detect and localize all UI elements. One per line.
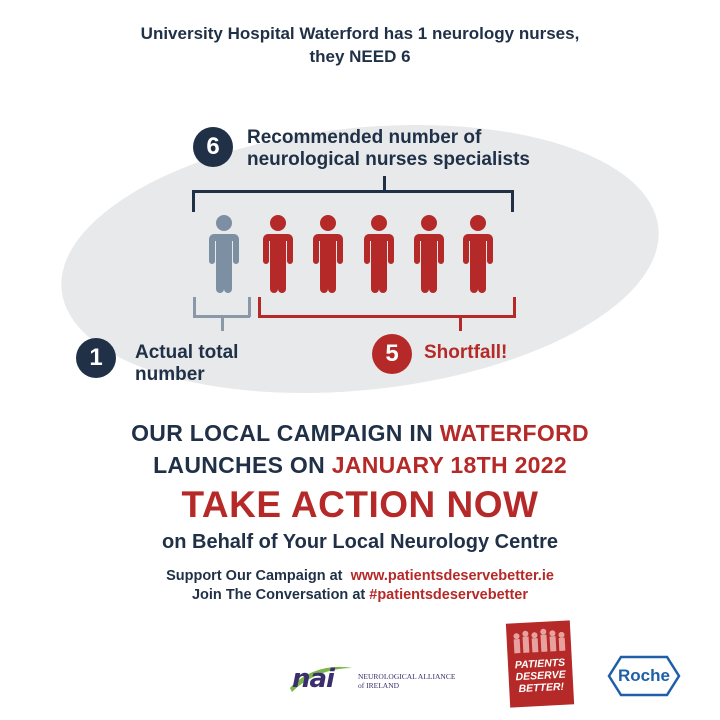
campaign-line-1 <box>0 418 720 448</box>
actual-label <box>135 342 238 386</box>
recommended-number: 6 <box>206 133 220 160</box>
support-prefix: Support Our Campaign at <box>166 568 343 584</box>
campaign-location: WATERFORD <box>439 420 589 446</box>
recommended-label-line-1: Recommended number of <box>247 127 482 148</box>
actual-bracket-right <box>248 297 251 317</box>
shortfall-bracket-right <box>513 297 516 317</box>
person-icon-missing <box>414 215 444 293</box>
nurse-figures <box>200 212 510 294</box>
pdb-text <box>508 656 574 695</box>
campaign-date: JANUARY 18TH 2022 <box>331 452 567 478</box>
join-line <box>0 586 720 605</box>
person-icon-missing <box>463 215 493 293</box>
pdb-line-2: DESERVE <box>515 668 567 684</box>
take-action-subtitle: on Behalf of Your Local Neurology Centre <box>162 531 558 553</box>
top-bracket-bar <box>192 190 514 193</box>
headline-line-2: they NEED 6 <box>309 47 411 66</box>
hashtag-link[interactable]: #patientsdeservebetter <box>369 587 529 603</box>
nai-mark: nai <box>292 664 334 694</box>
person-icon-missing <box>263 215 293 293</box>
roche-wordmark: Roche <box>618 666 670 685</box>
top-bracket-left-tick <box>192 190 195 212</box>
shortfall-bracket-left <box>258 297 261 317</box>
campaign-line-2 <box>0 450 720 480</box>
recommended-label <box>247 127 530 171</box>
shortfall-number-badge <box>372 334 412 374</box>
nai-name-line-1: NEUROLOGICAL ALLIANCE <box>358 672 456 681</box>
crowd-icon <box>510 627 567 656</box>
nai-name <box>358 672 455 690</box>
recommended-number-badge <box>193 127 233 167</box>
nai-logo <box>286 658 486 698</box>
actual-number: 1 <box>89 344 103 371</box>
shortfall-bracket-bar <box>258 315 516 318</box>
actual-label-line-1: Actual total <box>135 342 239 363</box>
person-icon-missing <box>313 215 343 293</box>
actual-bracket-stem <box>221 317 224 331</box>
headline-line-1: University Hospital Waterford has 1 neurology nurses, <box>140 24 580 43</box>
top-bracket-right-tick <box>511 190 514 212</box>
shortfall-label: Shortfall! <box>424 342 508 363</box>
top-bracket-stem <box>383 176 386 191</box>
actual-bracket-left <box>193 297 196 317</box>
actual-label-line-2: number <box>135 364 205 385</box>
campaign-line-2-prefix: LAUNCHES ON <box>153 452 332 478</box>
pdb-line-1: PATIENTS <box>514 656 566 672</box>
recommended-label-line-2: neurological nurses specialists <box>247 149 530 170</box>
person-icon-missing <box>364 215 394 293</box>
campaign-line-1-prefix: OUR LOCAL CAMPAIGN IN <box>131 420 440 446</box>
support-line <box>0 567 720 586</box>
actual-number-badge <box>76 338 116 378</box>
shortfall-number: 5 <box>385 340 399 367</box>
support-url-link[interactable]: www.patientsdeservebetter.ie <box>350 568 554 584</box>
person-icon-present <box>209 215 239 293</box>
join-prefix: Join The Conversation at <box>191 587 366 603</box>
nai-name-line-2: of IRELAND <box>358 681 400 690</box>
shortfall-bracket-stem <box>459 317 462 331</box>
take-action-title: TAKE ACTION NOW <box>181 484 539 525</box>
roche-logo <box>607 655 681 697</box>
pdb-line-3: BETTER! <box>518 680 565 696</box>
patients-deserve-better-logo <box>506 620 574 707</box>
